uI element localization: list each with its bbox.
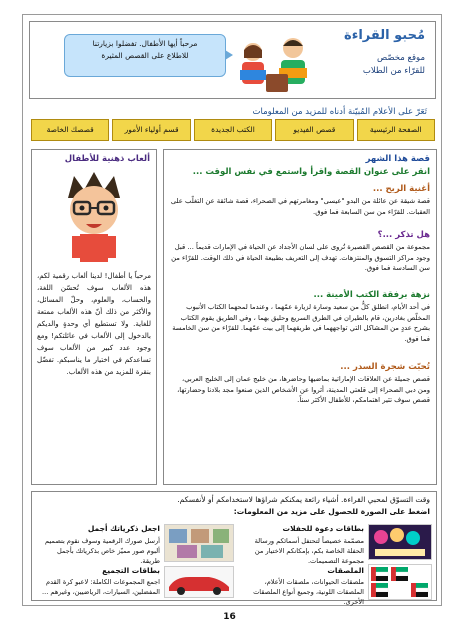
story-4-title[interactable]: تُحبّت شجرة السدر ... <box>340 362 430 372</box>
mind-games-p3: ومع وجود عدد كبير من الألعاب سوف تساعدكم في اختيار ما يناسبكم. <box>37 332 151 364</box>
site-subtitle-line-2: للقرّاء من الطلاب <box>362 66 425 76</box>
collection-cards-image[interactable] <box>164 566 234 598</box>
shopping-intro <box>40 494 430 518</box>
mind-games-p1: مرحباً يا أطفال! لدينا ألعاب رقمية لكم، هذه الألعاب سوف تُحسّن اللغة، والحساب، والعلوم، وحلّ المسائل، والأكثر من ذلك أنّ هذه الألعاب ممتعة للغاية. <box>37 272 151 328</box>
stories-panel <box>163 149 437 485</box>
reading-kids-image <box>236 30 316 94</box>
red-car-icon <box>165 567 233 597</box>
photo-album-image[interactable] <box>164 524 234 562</box>
shopping-panel <box>31 491 437 606</box>
tab-parents[interactable]: قسم أولياء الأمور <box>112 119 190 141</box>
mind-games-text <box>37 270 151 378</box>
collection-cards-text: اجمع المجموعات الكاملة: لاعبو كرة القدم المفضلين، السيارات، الرياضيين، وغيرهم ... <box>42 578 160 596</box>
girl-reading-icon <box>236 40 270 90</box>
tab-new-books[interactable]: الكتب الجديدة <box>194 119 272 141</box>
albums-text: أرسل صورك الرقمية وسوف نقوم بتصميم ألبوم صور مميّز خاص بذكرياتك بأجمل طريقة. <box>45 537 160 565</box>
story-1-title[interactable]: أغنية الريح ... <box>372 184 430 194</box>
books-stack-icon <box>266 74 288 92</box>
story-2-title[interactable]: هل تذكر ...؟ <box>377 230 430 240</box>
boy-character-image <box>54 168 134 264</box>
shopping-line-2: اضغط على الصورة للحصول على مزيد من المعلومات: <box>233 507 430 516</box>
bubble-line-1: مرحباً أيها الأطفال. تفضلوا بزيارتنا <box>92 39 198 48</box>
page-frame <box>22 14 442 606</box>
party-balloons-icon <box>369 525 431 559</box>
tab-video-stories[interactable]: قصص الفيديو <box>275 119 353 141</box>
photo-frames-icon <box>165 525 233 561</box>
invitations-title[interactable]: بطاقات دعوة للحفلات <box>282 524 364 533</box>
collection-cards-title[interactable]: بطاقات التجميع <box>102 566 160 575</box>
story-3-text: في أحد الأيام، انطلق كلٌّ من سعيد وسارة لزيارة عمّهما ، وعندما لمحهما الكتاب الأنبوب المخلّص بغادرين، قام بالطيران في الطرق السريع وحليق بهما ، وفي الطريق يقوم الكتاب بشرح عددٍ من المشاكل التي تواجههما في طريقهما إلى بيت عمّهما. للقرّاء من سن الخامسة فما فوق. <box>172 303 430 343</box>
tab-home[interactable]: الصفحة الرئيسية <box>357 119 435 141</box>
tab-your-stories[interactable]: قصصك الخاصة <box>31 119 109 141</box>
welcome-bubble <box>64 34 226 77</box>
mind-games-title[interactable]: ألعاب ذهنية للأطفال <box>64 154 150 164</box>
mind-games-p4: تفضّل بنقرة للمزيد من هذه الألعاب. <box>37 356 151 376</box>
page-number: 16 <box>223 612 236 622</box>
bubble-line-2: للاطلاع على القصص المثيرة <box>101 51 189 60</box>
site-subtitle-line-1: موقع مخصّص <box>376 53 425 63</box>
nav-bar <box>31 119 435 141</box>
invitations-text: مصمّمة خصيصاً لتحتفل أسمائكم ورسالة الحفلة الخاصة بكم، بإمكانكم الاختيار من مجموعة التصميمات. <box>254 537 364 565</box>
site-subtitle <box>363 52 425 78</box>
shopping-line-1: وقت التسوّق لمحبي القراءة. أشياء رائعة يمكنكم شراؤها لاستخدامكم أو لأنفسكم. <box>177 495 430 504</box>
uae-flag-stickers-icon <box>369 565 431 599</box>
site-title: مُحبو القراءة <box>344 28 425 43</box>
story-4-text: قصص جميلة عن العلاقات الإماراتية بماضيها وحاضرها، من خليج عمان إلى الخليج العربي، ومن دبي الصحراء إلى قلعتي المدينة، أثروا عن الأشخاص الذين صنعوا مجد بلادنا وحضارتها، قصص سوف تثير اهتمامكم، للأطفال الأكثر سناً. <box>177 375 430 404</box>
albums-title[interactable]: اجعل ذكرياتك أجمل <box>87 524 160 533</box>
story-2-text: مجموعة من القصص القصيرة تُروى على لسان الأجداد عن الحياة في الإمارات قديماً ... قبل وجود مراكز التسوق والمنتزهات. تهدف إلى التعريف بطبيعة الحياة في ذلك الوقت. للقرّاء من سن السادسة فما فوق. <box>171 243 430 272</box>
party-cards-image[interactable] <box>368 524 432 560</box>
story-of-month-title: قصة هذا الشهر <box>365 154 430 164</box>
story-1-text: قصة شيقة عن عائلة من البدو "عيسى" ومغامرتهم في الصحراء، قصة شائقة عن التغلّب على العقبات. للقرّاء من سن السابعة فما فوق. <box>170 197 430 216</box>
mind-games-p2: ولا تستطيع أي وحدةٍ والديكم بالدخول إلى الألعاب في عائلتكم! <box>37 320 151 340</box>
story-3-title[interactable]: نزهة برفقة الكتب الأمينة ... <box>313 290 430 300</box>
intro-text: تَعَرّ على الأعلام المُبيّنة أدناه للمزيد من المعلومات <box>252 107 427 117</box>
stickers-text: ملصقات الحيوانات، ملصقات الأعلام، الملصقات اللونية، وجميع أنواع الملصقات الأخرى. <box>253 578 364 606</box>
site-header <box>29 21 436 99</box>
stickers-title[interactable]: الملصقات <box>327 566 364 575</box>
story-prompt: انقر على عنوان القصة واقرأ واستمع في نفس الوقت ... <box>192 167 430 177</box>
mind-games-panel <box>31 149 157 485</box>
stickers-image[interactable] <box>368 564 432 600</box>
